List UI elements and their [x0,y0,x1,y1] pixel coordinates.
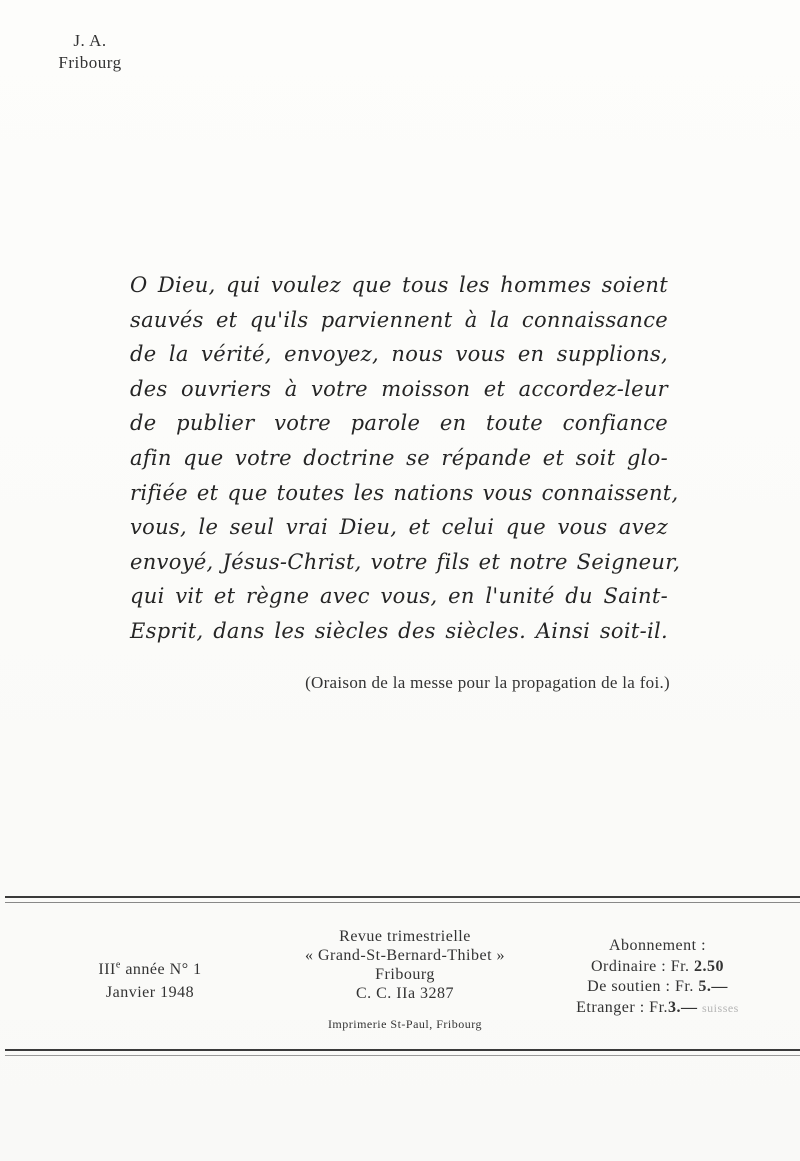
prayer-citation: (Oraison de la messe pour la propagation de la foi.) [305,673,670,692]
publisher-city: Fribourg [375,966,435,983]
header-mark [40,30,140,74]
issue-year-label: année [125,961,166,978]
prayer-line: rifiée et que toutes les nations vous connaissent, [130,480,679,505]
subscription-info [560,936,755,1018]
prayer-line: des ouvriers à votre moisson et accordez-leur [130,376,668,401]
currency-label: suisses [702,1000,739,1015]
prayer-line: envoyé, Jésus-Christ, votre fils et notre Seigneur, [130,549,681,574]
header-initials: J. A. [73,31,107,50]
support-label: De soutien : Fr. [587,978,694,995]
prayer-line: Esprit, dans les siècles des siècles. Ainsi soit-il. [130,618,668,643]
issue-info [70,958,230,1004]
subscription-ordinary [560,957,755,978]
prayer-text [130,268,681,649]
issue-number [70,958,230,981]
ordinary-price: 2.50 [694,957,725,975]
prayer-line: vous, le seul vrai Dieu, et celui que vous avez [130,515,668,540]
foreign-label: Etranger : Fr. [576,998,669,1016]
prayer-line: qui vit et règne avec vous, en l'unité du Saint- [130,584,668,609]
prayer-line: afin que votre doctrine se répande et soit glo- [130,445,668,470]
foreign-price: 3.— [668,998,698,1016]
printer-name: Imprimerie St-Paul, Fribourg [327,1017,483,1031]
prayer-line: sauvés et qu'ils parviennent à la connaissance [130,307,668,332]
publisher-type: Revue trimestrielle [339,928,471,945]
issue-no: N° 1 [169,961,202,978]
footer-rule-bottom [5,1049,800,1051]
publisher-account: C. C. IIa 3287 [355,985,455,1002]
prayer-line: de publier votre parole en toute confiance [130,411,668,436]
issue-year-suffix: e [115,959,121,971]
prayer-line: O Dieu, qui voulez que tous les hommes soient [130,273,668,297]
prayer-line: de la vérité, envoyez, nous vous en supplions, [130,342,668,367]
footer-rule-bottom-thin [5,1055,800,1056]
issue-date: Janvier 1948 [105,984,195,1001]
support-price: 5.— [698,978,728,995]
subscription-support [560,977,755,998]
ordinary-label: Ordinaire : Fr. [590,957,690,975]
publisher-info [270,927,540,1034]
issue-year-roman: III [98,961,116,978]
publisher-name: « Grand-St-Bernard-Thibet » [304,947,506,964]
footer-rule-top [5,896,800,898]
subscription-title: Abonnement : [608,937,707,954]
header-city: Fribourg [58,53,122,72]
footer-rule-top-thin [5,902,800,903]
subscription-foreign [560,998,755,1019]
